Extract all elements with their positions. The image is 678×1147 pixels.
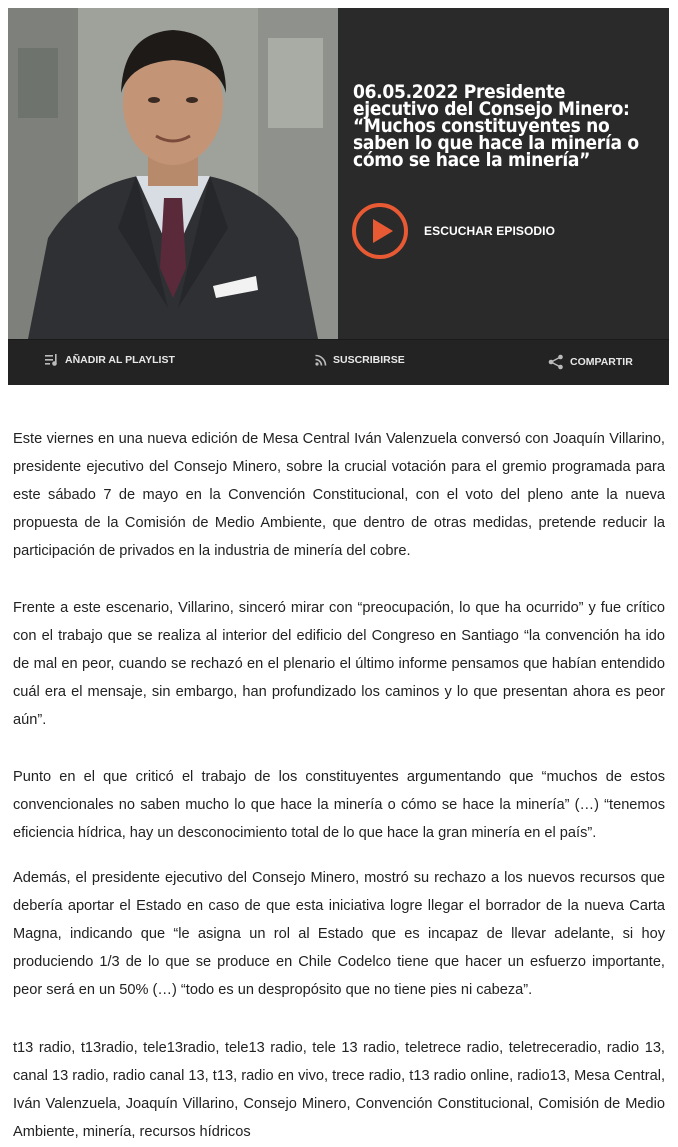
subscribe-button[interactable] [315,354,405,366]
article-paragraph: Frente a este escenario, Villarino, sinceró mirar con “preocupación, lo que ha ocurrido” y fue crítico con el trabajo que se realiza al interior del edificio del Congreso en Santiago “la convención ha ido de mal en peor, cuando se rechazó en el plenario el último informe pensamos que habían entendido cuál era el mensaje, sin embargo, han profundizado los caminos y lo que presentan ahora es peor aún”. [13,600,665,728]
playlist-add-icon [45,354,59,366]
subscribe-label: SUSCRIBIRSE [333,354,405,366]
article-paragraph: Además, el presidente ejecutivo del Consejo Minero, mostró su rechazo a los nuevos recursos que debería aportar el Estado en caso de que esta iniciativa logre llegar el borrador de la nueva Carta Magna, indicando que “le asigna un rol al Estado que es incapaz de llevar adelante, si hoy produciendo 1/3 de lo que se produce en Chile Codelco tiene que hacer un esfuerzo importante, peor será en un 50% (…) “todo es un despropósito que no tiene pies ni cabeza”. [13,870,665,998]
portrait-photo-icon [8,8,338,339]
add-to-playlist-label: AÑADIR AL PLAYLIST [65,354,175,366]
article-paragraph: Punto en el que criticó el trabajo de los constituyentes argumentando que “muchos de estos convencionales no saben mucho lo que hace la minería o cómo se hace la minería” (…) “tenemos eficiencia hídrica, hay un desconocimiento total de lo que hace la gran minería en el país”. [13,769,665,841]
share-label: COMPARTIR [570,356,633,368]
episode-info [338,8,669,339]
listen-episode-button[interactable] [352,201,555,261]
guest-photo [8,8,338,339]
add-to-playlist-button[interactable] [45,354,175,366]
article-body [13,425,665,1146]
play-icon[interactable] [352,203,408,259]
share-icon [548,354,564,370]
player-toolbar [8,339,669,385]
article-tags: t13 radio, t13radio, tele13radio, tele13 radio, tele 13 radio, teletrece radio, teletreceradio, radio 13, canal 13 radio, radio canal 13, t13, radio en vivo, trece radio, t13 radio online, radio13, Mesa Central, Iván Valenzuela, Joaquín Villarino, Consejo Minero, Convención Constitucional, Comisión de Medio Ambiente, minería, recursos hídricos [13,1040,665,1140]
rss-icon [315,354,327,366]
share-button[interactable] [548,354,633,370]
article-paragraph: Este viernes en una nueva edición de Mesa Central Iván Valenzuela conversó con Joaquín Villarino, presidente ejecutivo del Consejo Minero, sobre la crucial votación para el gremio programada para este sábado 7 de mayo en la Convención Constitucional, con el voto del pleno ante la nueva propuesta de la Comisión de Medio Ambiente, que dentro de otras medidas, pretende reducir la participación de privados en la industria de minería del cobre. [13,431,665,559]
episode-title: 06.05.2022 Presidente ejecutivo del Consejo Minero: “Muchos constituyentes no saben lo que hace la minería o cómo se hace la minería” [353,81,639,171]
podcast-player [8,8,669,384]
listen-episode-label: ESCUCHAR EPISODIO [424,224,556,238]
